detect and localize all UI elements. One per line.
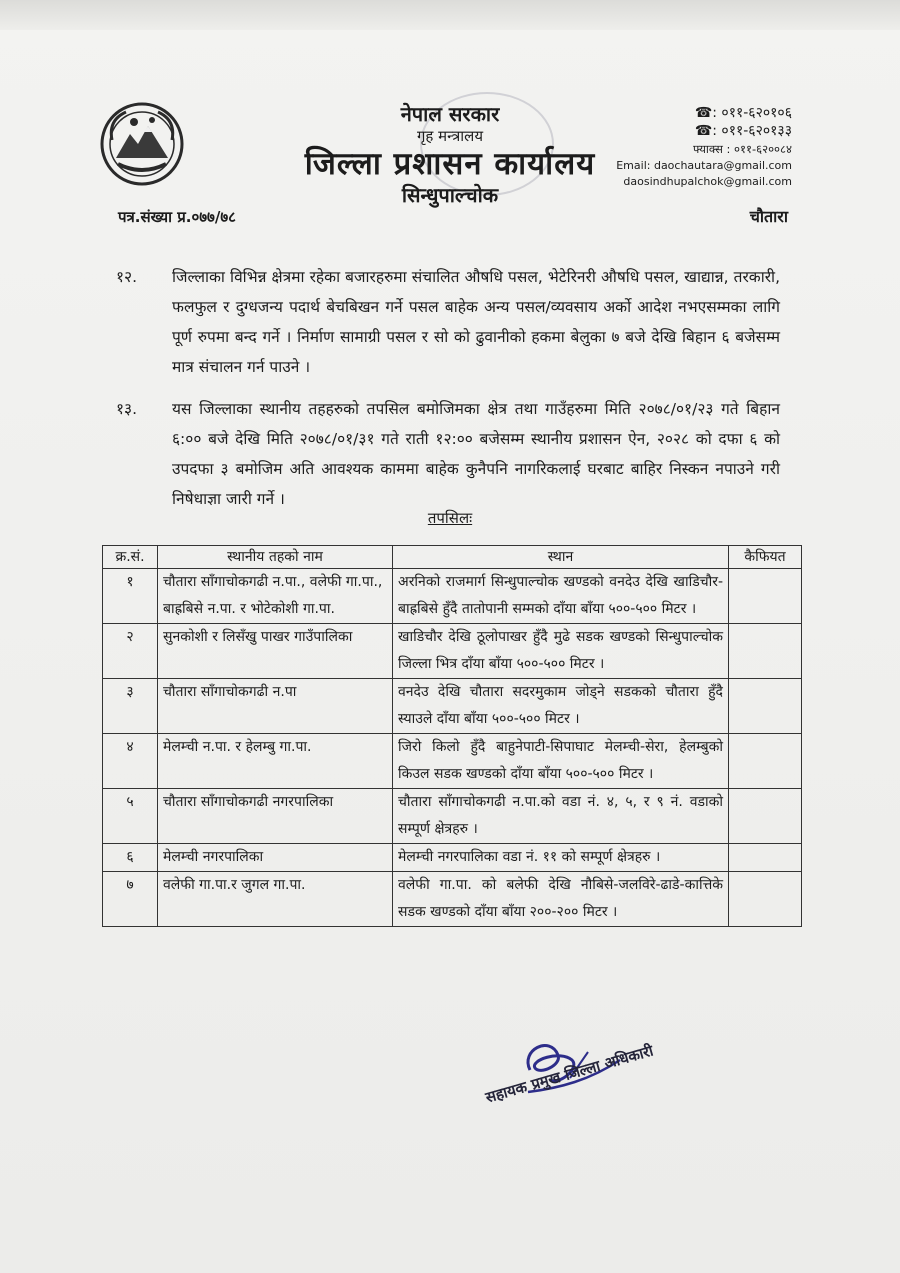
table-row	[103, 624, 802, 679]
table-title: तपसिलः	[427, 509, 473, 527]
phone-1: ☎: ०११-६२०१०६	[694, 105, 792, 121]
phone-2: ☎: ०११-६२०१३३	[694, 123, 792, 139]
table-row	[103, 679, 802, 734]
cell-local-level: चौतारा साँगाचोकगढी न.पा., वलेफी गा.पा., बाह्रबिसे न.पा. र भोटेकोशी गा.पा.	[158, 569, 393, 624]
table-row	[103, 734, 802, 789]
header-location: स्थान	[393, 546, 729, 569]
cell-location: वलेफी गा.पा. को बलेफी देखि नौबिसे-जलविरे-ढाडे-कात्तिके सडक खण्डको दाँया बाँया २००-२०० मिटर ।	[393, 872, 729, 927]
cell-serial: ५	[103, 789, 158, 844]
cell-remarks	[729, 734, 802, 789]
paragraph-text: जिल्लाका विभिन्न क्षेत्रमा रहेका बजारहरुमा संचालित औषधि पसल, भेटेरिनरी औषधि पसल, खाद्यान्न, तरकारी, फलफुल र दुग्धजन्य पदार्थ बेचबिखन गर्ने पसल बाहेक अन्य पसल/व्यवसाय अर्को आदेश नभएसम्मका लागि पूर्ण रुपमा बन्द गर्ने । निर्माण सामाग्री पसल र सो को ढुवानीको हकमा बेलुका ७ बजे देखि बिहान ६ बजेसम्म मात्र संचालन गर्न पाउने ।	[172, 268, 780, 376]
cell-serial: ७	[103, 872, 158, 927]
cell-remarks	[729, 679, 802, 734]
cell-local-level: सुनकोशी र लिसँखु पाखर गाउँपालिका	[158, 624, 393, 679]
fax-number: फ्याक्स : ०११-६२००८४	[693, 142, 792, 156]
paragraph-number: १३.	[116, 400, 138, 418]
table-row	[103, 789, 802, 844]
cell-location: वनदेउ देखि चौतारा सदरमुकाम जोड्ने सडकको चौतारा हुँदै स्याउले दाँया बाँया ५००-५०० मिटर ।	[393, 679, 729, 734]
cell-local-level: चौतारा साँगाचोकगढी न.पा	[158, 679, 393, 734]
district-name: सिन्धुपाल्चोक	[401, 183, 499, 207]
cell-location: चौतारा साँगाचोकगढी न.पा.को वडा नं. ४, ५, र ९ नं. वडाको सम्पूर्ण क्षेत्रहरु ।	[393, 789, 729, 844]
cell-location: मेलम्ची नगरपालिका वडा नं. ११ को सम्पूर्ण क्षेत्रहरु ।	[393, 844, 729, 872]
paragraph-13	[116, 394, 780, 514]
cell-remarks	[729, 872, 802, 927]
cell-location: जिरो किलो हुँदै बाहुनेपाटी-सिपाघाट मेलम्ची-सेरा, हेलम्बुको किउल सडक खण्डको दाँया बाँया ५००-५०० मिटर ।	[393, 734, 729, 789]
header-serial: क्र.सं.	[103, 546, 158, 569]
cell-local-level: मेलम्ची नगरपालिका	[158, 844, 393, 872]
cell-remarks	[729, 624, 802, 679]
cell-remarks	[729, 569, 802, 624]
office-name: जिल्ला प्रशासन कार्यालय	[304, 146, 596, 182]
letter-place: चौतारा	[749, 207, 788, 226]
cell-serial: ४	[103, 734, 158, 789]
cell-remarks	[729, 844, 802, 872]
paragraph-12	[116, 262, 780, 382]
cell-serial: २	[103, 624, 158, 679]
table-row	[103, 569, 802, 624]
cell-location: अरनिको राजमार्ग सिन्धुपाल्चोक खण्डको वनदेउ देखि खाडिचौर-बाह्रबिसे हुँदै तातोपानी सम्मको दाँया बाँया ५००-५०० मिटर ।	[393, 569, 729, 624]
paper-fold	[0, 0, 900, 30]
cell-local-level: मेलम्ची न.पा. र हेलम्बु गा.पा.	[158, 734, 393, 789]
header-local-level: स्थानीय तहको नाम	[158, 546, 393, 569]
table-row	[103, 872, 802, 927]
email-1: Email: daochautara@gmail.com	[616, 159, 792, 172]
cell-remarks	[729, 789, 802, 844]
ministry-name: गृह मन्त्रालय	[416, 127, 484, 145]
letter-reference: पत्र.संख्या प्र.०७७/७८	[118, 208, 236, 226]
cell-local-level: वलेफी गा.पा.र जुगल गा.पा.	[158, 872, 393, 927]
cell-local-level: चौतारा साँगाचोकगढी नगरपालिका	[158, 789, 393, 844]
paragraph-number: १२.	[116, 268, 138, 286]
cell-serial: १	[103, 569, 158, 624]
schedule-table	[102, 545, 802, 927]
email-2: daosindhupalchok@gmail.com	[623, 175, 792, 188]
cell-serial: ६	[103, 844, 158, 872]
table-header-row	[103, 546, 802, 569]
cell-serial: ३	[103, 679, 158, 734]
contact-info	[592, 104, 792, 190]
government-name: नेपाल सरकार	[400, 102, 500, 126]
signatory-title: सहायक प्रमुख जिल्ला अधिकारी	[483, 1041, 656, 1107]
paragraph-text: यस जिल्लाका स्थानीय तहहरुको तपसिल बमोजिमका क्षेत्र तथा गाउँहरुमा मिति २०७८/०१/२३ गते बिहान ६:०० बजे देखि मिति २०७८/०१/३१ गते राती १२:०० बजेसम्म स्थानीय प्रशासन ऐन, २०२८ को दफा ६ को उपदफा ३ बमोजिम अति आवश्यक काममा बाहेक कुनैपनि नागरिकलाई घरबाट बाहिर निस्कन नपाउने गरी निषेधाज्ञा जारी गर्ने ।	[172, 400, 780, 508]
table-row	[103, 844, 802, 872]
cell-location: खाडिचौर देखि ठूलोपाखर हुँदै मुढे सडक खण्डको सिन्धुपाल्चोक जिल्ला भित्र दाँया बाँया ५००-५०० मिटर ।	[393, 624, 729, 679]
header-remarks: कैफियत	[729, 546, 802, 569]
